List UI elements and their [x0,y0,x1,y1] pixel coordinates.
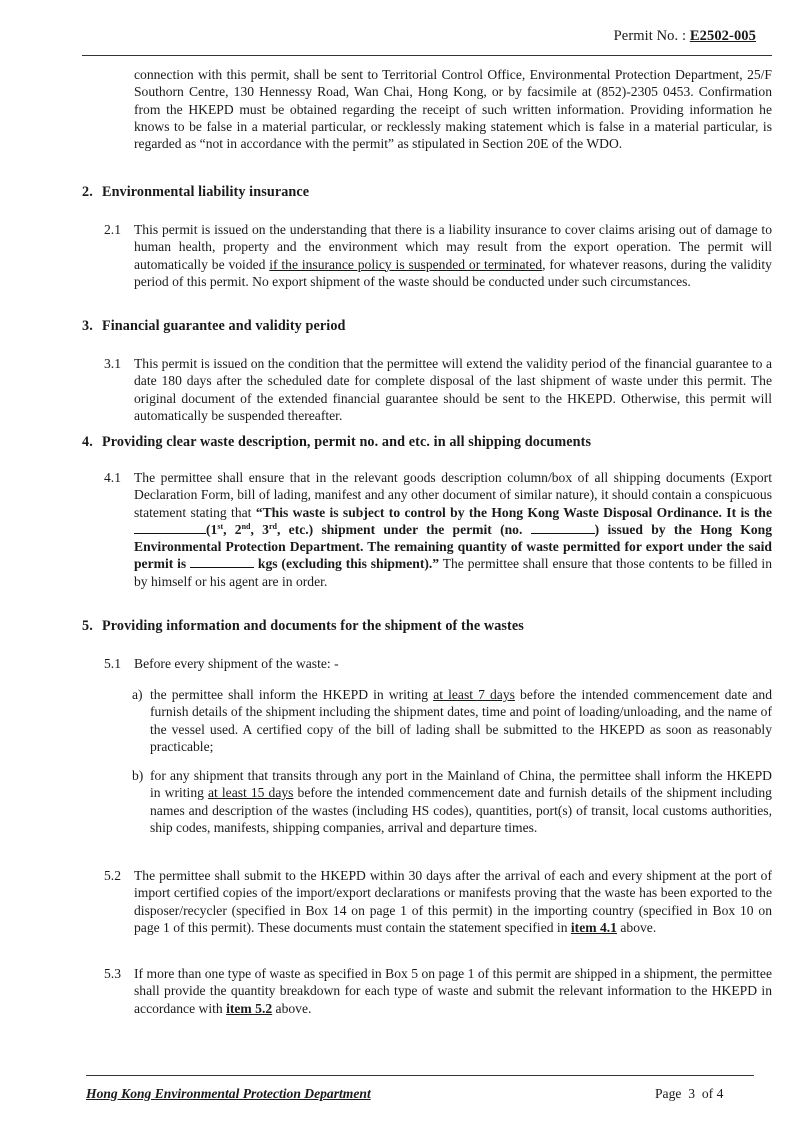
page-current: 3 [688,1086,696,1101]
item-5-1-a-text [150,686,772,755]
underlined-deadline: at least 7 days [433,687,515,702]
item-5-1-text: Before every shipment of the waste: - [134,656,339,671]
text: above. [616,919,657,935]
permit-label: Permit No. : [613,28,690,44]
text: , 2 [223,521,242,537]
text: kgs (excluding this shipment).” [254,556,440,572]
section-title: Providing information and documents for the shipment of the wastes [102,618,524,634]
text: for any shipment that transits through any port in the Mainland of China, the permittee shall inform the HKEPD in writing [150,768,772,801]
item-number: 3.1 [104,356,121,371]
remaining-quantity-blank [190,555,254,568]
intro-paragraph: connection with this permit, shall be sent to Territorial Control Office, Environmental Protection Department, 25/F Southorn Centre, 130 Hennessy Road, Wan Chai, Hong Kong, or by facsimile at (852)-2305 0453. Confirmation from the HKEPD must be obtained regarding the receipt of such written information. Providing information he knows to be false in a material particular, or recklessly making statement which is false in a material particular, is regarded as “not in accordance with the permit” as stipulated in Section 20E of the WDO. [134,67,772,152]
underlined-deadline: at least 15 days [208,785,294,801]
item-number: 2.1 [104,222,121,237]
text: ) issued by the Hong Kong Environmental Protection Department. The remaining quantity of waste permitted for export under the said permit is [134,521,773,572]
underlined-condition: if the insurance policy is suspended or terminated [269,256,543,272]
text: If more than one type of waste as specified in Box 5 on page 1 of this permit are shipped in a shipment, the permittee shall provide the quantity breakdown for each type of waste and submit the relevant information to the HKEPD in accordance with [134,966,772,1016]
text: , for whatever reasons, during the validity period of this permit. No export shipment of the waste should be conducted under such circumstances. [134,256,772,289]
section-title: Providing clear waste description, permit no. and etc. in all shipping documents [102,434,592,450]
page-of: of [701,1086,714,1101]
item-reference: item 5.2 [226,1000,273,1016]
item-5-2-text [134,867,772,936]
text: above. [272,1000,312,1016]
sub-item-label: b) [132,768,144,783]
page-total: 4 [716,1086,724,1101]
permit-number: E2502-005 [689,28,756,44]
section-number: 2. [82,184,93,200]
item-number: 4.1 [104,470,121,485]
section-4-heading [82,434,591,451]
text: , etc.) shipment under the permit (no. [276,521,531,537]
item-3-1-text: This permit is issued on the condition that the permittee will extend the validity period of the financial guarantee to a date 180 days after the scheduled date for complete disposal of the last shipment of waste under this permit. The original document of the extended financial guarantee should be sent to the HKEPD. Otherwise, this permit will automatically be suspended thereafter. [134,356,772,423]
permit-number-header [614,28,756,45]
item-4-1-text [134,469,772,590]
item-number: 5.1 [104,656,121,671]
item-5-3-text [134,965,772,1017]
section-number: 4. [82,434,93,450]
section-title: Environmental liability insurance [102,184,310,200]
section-number: 3. [82,318,93,334]
footer-divider [86,1075,754,1076]
section-2-heading [82,184,309,201]
text: the permittee shall inform the HKEPD in writing [150,687,434,702]
page-label: Page [655,1086,682,1101]
text: “This waste is subject to control by the Hong Kong Waste Disposal Ordinance. It is the [255,504,772,520]
section-number: 5. [82,618,93,634]
superscript: st [217,521,224,531]
section-title: Financial guarantee and validity period [102,318,346,334]
section-5-heading [82,618,524,635]
text: before the intended commencement date and furnish details of the shipment including names and description of the wastes (including HS codes), quantities, port(s) of transit, local customs authorities, ship codes, manifests, shipping companies, arrival and departure times. [150,785,772,835]
text: The permittee shall ensure that in the relevant goods description column/box of all shipping documents (Export Declaration Form, bill of lading, manifest and any other document of similar nature), it should contain a conspicuous statement stating that [134,470,772,520]
item-reference: item 4.1 [570,919,617,935]
shipment-ordinal-blank [134,521,206,534]
text: before the intended commencement date and furnish details of the shipment including the shipment dates, time and point of loading/unloading, and the name of the vessel used. A certified copy of the bill of lading shall be submitted to the HKEPD as soon as reasonably practicable; [150,687,772,754]
page-indicator [655,1085,723,1102]
text: This permit is issued on the understanding that there is a liability insurance to cover claims arising out of damage to human health, property and the environment which may result from the export operation. The permit will automatically be voided [134,222,772,272]
footer-department: Hong Kong Environmental Protection Department [86,1086,371,1101]
item-2-1-text [134,221,772,290]
text: The permittee shall ensure that those contents to be filled in by himself or his agent are in order. [134,556,773,589]
item-5-1-b-text [150,767,772,836]
section-3-heading [82,318,346,335]
item-number: 5.2 [104,868,121,883]
text: The permittee shall submit to the HKEPD within 30 days after the arrival of each and every shipment at the port of import certified copies of the import/export declarations or manifests proving that the waste has been exported to the disposer/recycler (specified in Box 14 on page 1 of this permit) in the importing country (specified in Box 10 on page 1 of this permit). These documents must contain the statement specified in [134,868,772,935]
item-number: 5.3 [104,966,121,981]
superscript: nd [241,521,251,531]
text: (1 [206,521,218,537]
sub-item-label: a) [132,687,143,702]
superscript: rd [268,521,277,531]
header-divider [82,55,772,56]
permit-number-blank [531,521,595,534]
text: , 3 [250,521,269,537]
